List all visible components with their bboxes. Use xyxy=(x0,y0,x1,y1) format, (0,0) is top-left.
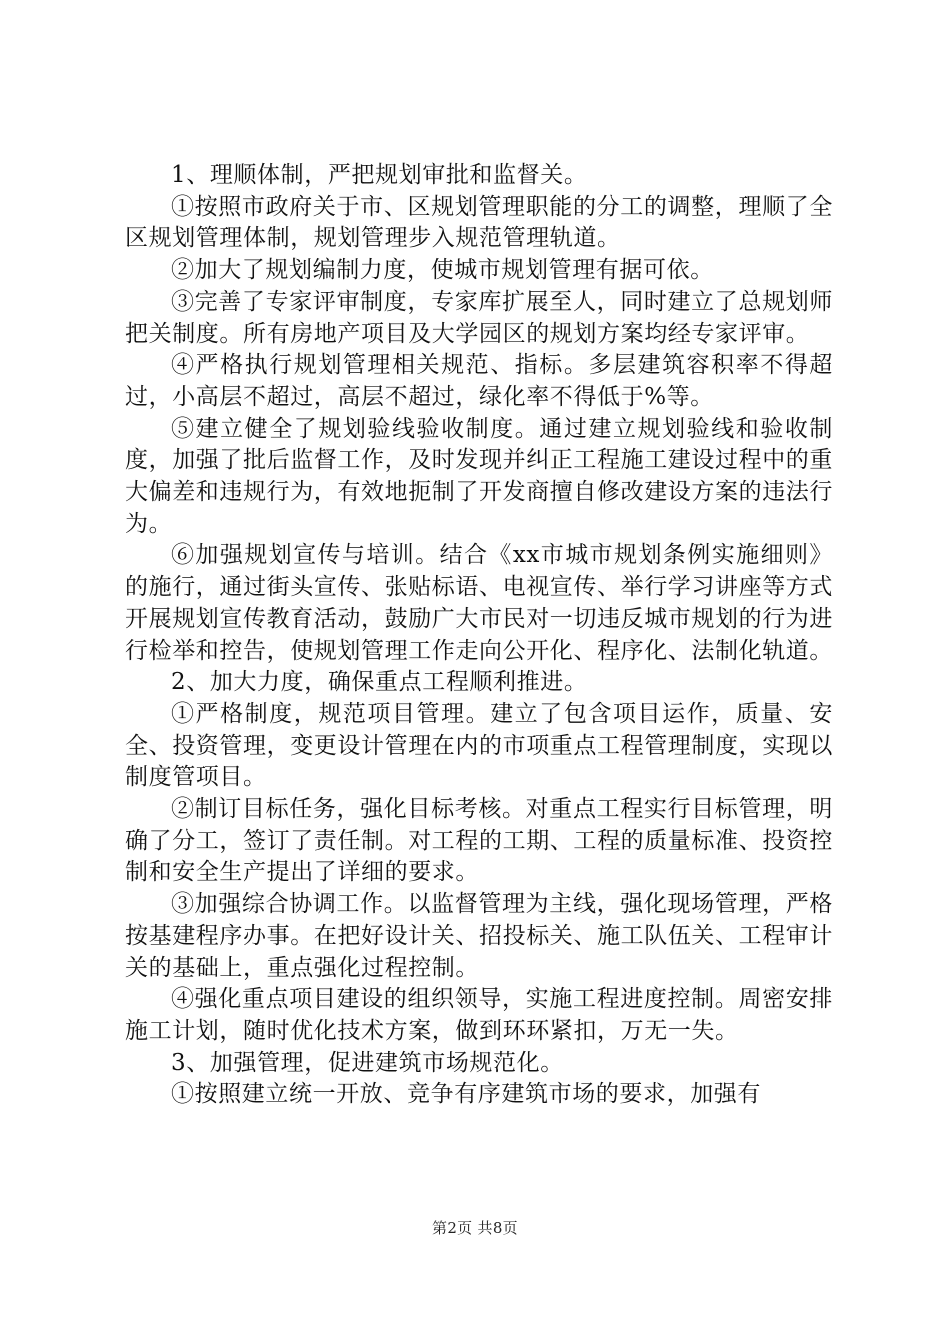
paragraph: ⑤建立健全了规划验线验收制度。通过建立规划验线和验收制度，加强了批后监督工作，及时发现并纠正工程施工建设过程中的重大偏差和违规行为，有效地扼制了开发商擅自修改建设方案的违法行为。 xyxy=(125,415,833,537)
paragraph: ⑥加强规划宣传与培训。结合《xx市城市规划条例实施细则》的施行，通过街头宣传、张贴标语、电视宣传、举行学习讲座等方式开展规划宣传教育活动，鼓励广大市民对一切违反城市规划的行为进行检举和控告，使规划管理工作走向公开化、程序化、法制化轨道。 xyxy=(125,542,833,664)
page-footer: 第2页 共8页 xyxy=(432,1219,518,1237)
paragraph: ②制订目标任务，强化目标考核。对重点工程实行目标管理，明确了分工，签订了责任制。对工程的工期、工程的质量标准、投资控制和安全生产提出了详细的要求。 xyxy=(125,796,833,886)
paragraph: ①按照建立统一开放、竞争有序建筑市场的要求，加强有 xyxy=(171,1081,761,1108)
paragraph: ①严格制度，规范项目管理。建立了包含项目运作，质量、安全、投资管理，变更设计管理在内的市项重点工程管理制度，实现以制度管项目。 xyxy=(125,700,833,791)
paragraph: ③加强综合协调工作。以监督管理为主线，强化现场管理，严格按基建程序办事。在把好设计关、招投标关、施工队伍关、工程审计关的基础上，重点强化过程控制。 xyxy=(125,891,833,981)
paragraph: ④严格执行规划管理相关规范、指标。多层建筑容积率不得超过，小高层不超过，高层不超过，绿化率不得低于%等。 xyxy=(125,352,833,410)
paragraph: ②加大了规划编制力度，使城市规划管理有据可依。 xyxy=(171,257,714,284)
section-heading-2: 2、加大力度，确保重点工程顺利推进。 xyxy=(171,669,588,696)
paragraph: ④强化重点项目建设的组织领导，实施工程进度控制。周密安排施工计划，随时优化技术方案，做到环环紧扣，万无一失。 xyxy=(125,986,833,1044)
section-heading-1: 1、理顺体制，严把规划审批和监督关。 xyxy=(171,162,588,188)
paragraph: ①按照市政府关于市、区规划管理职能的分工的调整，理顺了全区规划管理体制，规划管理步入规范管理轨道。 xyxy=(125,193,833,252)
document-body xyxy=(125,160,833,1111)
section-heading-3: 3、加强管理，促进建筑市场规范化。 xyxy=(171,1049,564,1076)
paragraph: ③完善了专家评审制度，专家库扩展至人，同时建立了总规划师把关制度。所有房地产项目及大学园区的规划方案均经专家评审。 xyxy=(125,288,833,347)
